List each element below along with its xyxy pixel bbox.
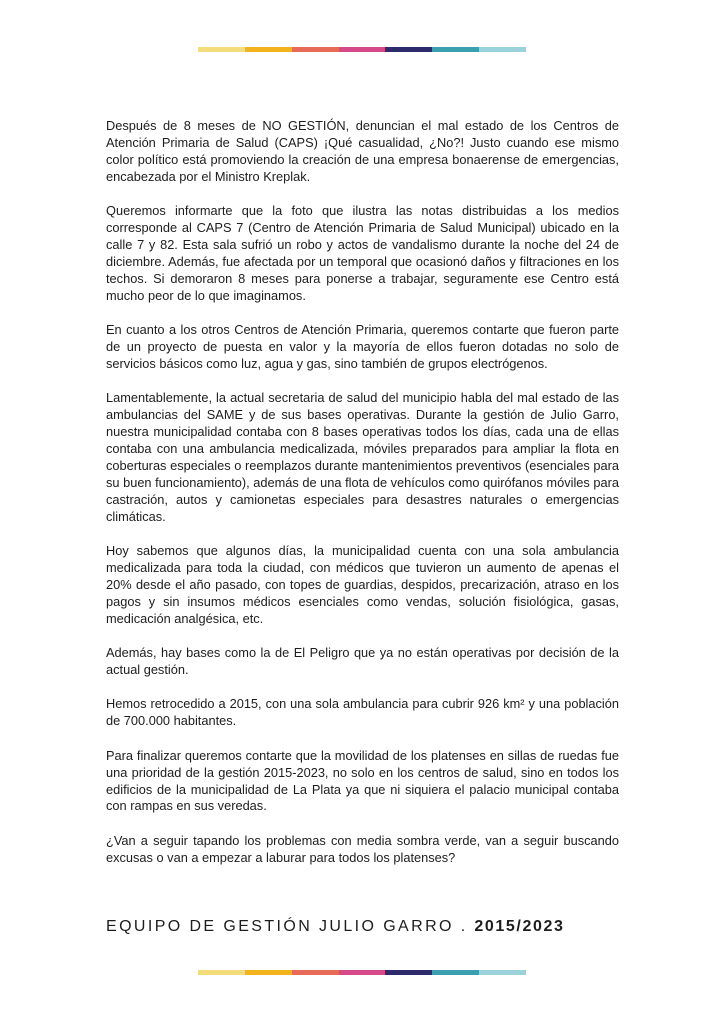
stripe-segment: [245, 47, 292, 52]
paragraph: ¿Van a seguir tapando los problemas con media sombra verde, van a seguir buscando excusas o van a empezar a laburar para todos los platenses?: [106, 832, 619, 865]
footer-signature: [106, 918, 619, 936]
paragraph: Después de 8 meses de NO GESTIÓN, denuncian el mal estado de los Centros de Atención Primaria de Salud (CAPS) ¡Qué casualidad, ¿No?! Justo cuando ese mismo color político está promoviendo la creación de una empresa bonaerense de emergencias, encabezada por el Ministro Kreplak.: [106, 118, 619, 184]
stripe-segment: [339, 47, 386, 52]
stripe-segment: [432, 970, 479, 975]
stripe-segment: [385, 47, 432, 52]
stripe-segment: [432, 47, 479, 52]
stripe-segment: [339, 970, 386, 975]
paragraph: Para finalizar queremos contarte que la movilidad de los platenses en sillas de ruedas fue una prioridad de la gestión 2015-2023, no solo en los centros de salud, sino en todos los edificios de la municipalidad de La Plata ya que ni siquiera el palacio municipal contaba con rampas en sus veredas.: [106, 747, 619, 814]
paragraph: En cuanto a los otros Centros de Atención Primaria, queremos contarte que fueron parte de un proyecto de puesta en valor y la mayoría de ellos fueron dotadas no solo de servicios básicos como luz, agua y gas, sino también de grupos electrógenos.: [106, 322, 619, 371]
stripe-segment: [198, 47, 245, 52]
stripe-segment: [479, 47, 526, 52]
footer-team-text: EQUIPO DE GESTIÓN JULIO GARRO .: [106, 918, 475, 935]
bottom-color-stripe: [198, 970, 526, 975]
paragraph: Hoy sabemos que algunos días, la municipalidad cuenta con una sola ambulancia medicalizada para toda la ciudad, con médicos que tuvieron un aumento de apenas el 20% desde el año pasado, con topes de guardias, despidos, precarización, atraso en los pagos y sin insumos médicos esenciales como vendas, solución fisiológica, gasas, medicación analgésica, etc.: [106, 543, 619, 626]
stripe-segment: [292, 970, 339, 975]
stripe-segment: [198, 970, 245, 975]
footer-years: 2015/2023: [474, 918, 565, 935]
top-color-stripe: [198, 47, 526, 52]
stripe-segment: [292, 47, 339, 52]
stripe-segment: [479, 970, 526, 975]
paragraph: Lamentablemente, la actual secretaria de salud del municipio habla del mal estado de las ambulancias del SAME y de sus bases operativas. Durante la gestión de Julio Garro, nuestra municipalidad contaba con 8 bases operativas todos los días, cada una de ellas contaba con una ambulancia medicalizada, móviles preparados para ampliar la flota en coberturas especiales o reemplazos durante mantenimientos preventivos (esenciales para su buen funcionamiento), además de una flota de vehículos como quirófanos móviles para castración, autos y camionetas especiales para desastres naturales o emergencias climáticas.: [106, 390, 619, 524]
stripe-segment: [245, 970, 292, 975]
paragraph: Además, hay bases como la de El Peligro que ya no están operativas por decisión de la actual gestión.: [106, 645, 619, 677]
paragraph: Queremos informarte que la foto que ilustra las notas distribuidas a los medios corresponde al CAPS 7 (Centro de Atención Primaria de Salud Municipal) ubicado en la calle 7 y 82. Esta sala sufrió un robo y actos de vandalismo durante la noche del 24 de diciembre. Además, fue afectada por un temporal que ocasionó daños y filtraciones en los techos. Si demoraron 8 meses para ponerse a trabajar, seguramente ese Centro está mucho peor de lo que imaginamos.: [106, 203, 619, 303]
paragraph: Hemos retrocedido a 2015, con una sola ambulancia para cubrir 926 km² y una población de 700.000 habitantes.: [106, 696, 619, 729]
stripe-segment: [385, 970, 432, 975]
document-body: [106, 118, 619, 884]
